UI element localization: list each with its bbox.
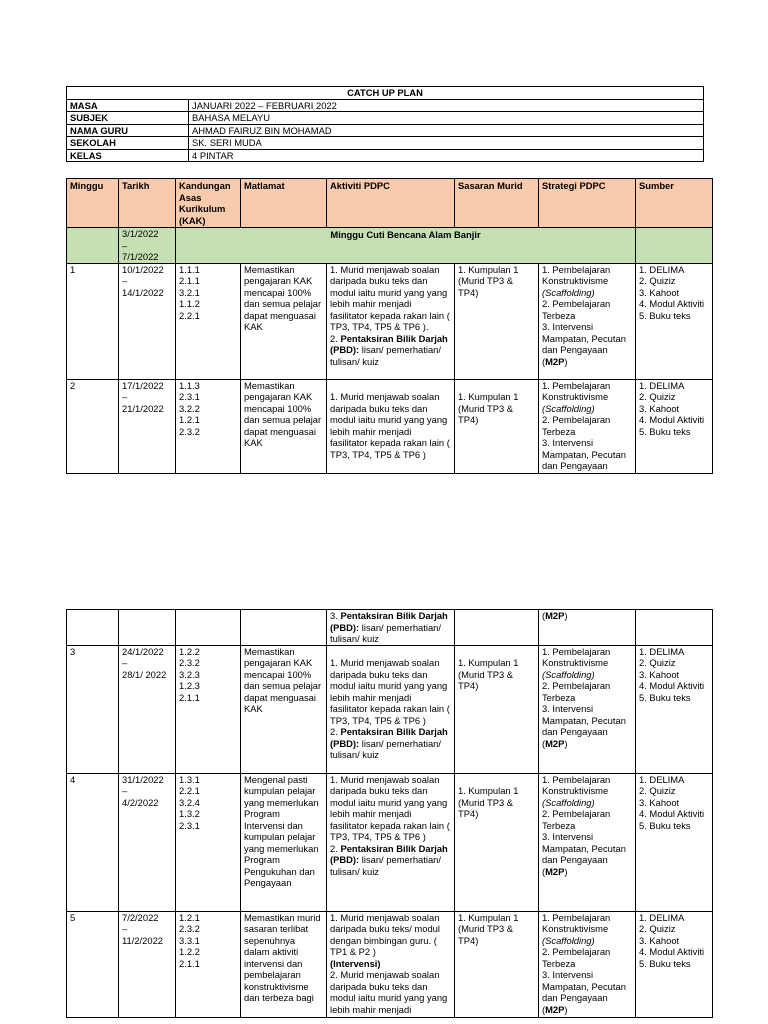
- kak-codes: 1.2.1 2.3.2 3.3.1 1.2.2 2.1.1: [176, 911, 241, 1017]
- pbd-number: 2.: [330, 726, 338, 737]
- activity-1: 1. Murid menjawab soalan daripada buku teks dan modul iaitu murid yang yang lebih mahir menjadi fasilitator kepada rakan lain ( TP3, TP4, TP5 & TP6 ).: [330, 263, 450, 332]
- strategy-1-note: (Scaffolding): [542, 402, 595, 414]
- activity-1: 1. Murid menjawab soalan daripada buku teks dan modul iaitu murid yang yang lebih mahir menjadi fasilitator kepada rakan lain ( TP3, TP4, TP5 & TP6 ): [330, 391, 450, 460]
- date-start: 3/1/2022: [122, 228, 159, 239]
- cell-empty: [119, 610, 176, 646]
- source-3: 3. Kahoot: [639, 402, 680, 414]
- source-1: 1. DELIMA: [639, 645, 685, 657]
- sumber-cell: [636, 773, 713, 911]
- strategi-cell: [539, 379, 636, 473]
- source-5: 5. Buku teks: [639, 819, 691, 831]
- source-5: 5. Buku teks: [639, 309, 691, 321]
- source-3: 3. Kahoot: [639, 286, 680, 298]
- strategy-3: 3. Intervensi Mampatan, Pecutan dan Pengayaan: [542, 703, 626, 737]
- date-start: 31/1/2022: [122, 773, 164, 785]
- strategy-1: 1. Pembelajaran Konstruktivisme: [542, 911, 611, 934]
- sasaran-text: 1. Kumpulan 1 (Murid TP3 & TP4): [455, 263, 539, 379]
- strategi-cell: [539, 911, 636, 1017]
- source-2: 2. Quiziz: [639, 657, 676, 668]
- aktiviti-cell: [327, 911, 455, 1017]
- aktiviti-cell: [327, 610, 455, 646]
- table-row: [67, 773, 713, 911]
- info-value-sekolah: SK. SERI MUDA: [189, 137, 704, 150]
- table-header-row: [67, 179, 713, 228]
- cell-date: [119, 911, 176, 1017]
- source-1: 1. DELIMA: [639, 911, 685, 923]
- cell-empty: [636, 228, 713, 264]
- col-header-aktiviti: Aktiviti PDPC: [327, 179, 455, 228]
- info-value-kelas: 4 PINTAR: [189, 149, 704, 162]
- date-dash: –: [122, 391, 128, 402]
- activity-pbd: [330, 333, 451, 368]
- col-header-kak: Kandungan Asas Kurikulum (KAK): [176, 179, 241, 228]
- sasaran-text: 1. Kumpulan 1 (Murid TP3 & TP4): [455, 911, 539, 1017]
- cell-empty: [176, 610, 241, 646]
- info-label-sekolah: SEKOLAH: [67, 137, 189, 150]
- col-header-tarikh: Tarikh: [119, 179, 176, 228]
- cell-empty: [67, 610, 119, 646]
- week-number: 3: [67, 645, 119, 773]
- col-header-strategi: Strategi PDPC: [539, 179, 636, 228]
- matlamat-text: Memastikan pengajaran KAK mencapai 100% dan semua pelajar dapat menguasai KAK: [241, 263, 327, 379]
- info-label-masa: MASA: [67, 99, 189, 112]
- source-4: 4. Modul Aktiviti: [639, 808, 705, 819]
- cell-empty: [241, 610, 327, 646]
- col-header-sumber: Sumber: [636, 179, 713, 228]
- activity-pbd: [330, 843, 451, 878]
- source-1: 1. DELIMA: [639, 773, 685, 785]
- info-label-kelas: KELAS: [67, 149, 189, 162]
- source-5: 5. Buku teks: [639, 957, 691, 969]
- date-dash: –: [122, 239, 128, 251]
- sumber-cell: [636, 379, 713, 473]
- strategy-3: 3. Intervensi Mampatan, Pecutan dan Pengayaan: [542, 969, 626, 1003]
- strategy-3: 3. Intervensi Mampatan, Pecutan dan Pengayaan: [542, 831, 626, 865]
- source-2: 2. Quiziz: [639, 923, 676, 934]
- info-label-subjek: SUBJEK: [67, 112, 189, 125]
- cell-empty: [455, 610, 539, 646]
- strategi-cell: [539, 610, 636, 646]
- strategy-m2p: (M2P): [542, 1003, 568, 1015]
- info-value-masa: JANUARI 2022 – FEBRUARI 2022: [189, 99, 704, 112]
- strategy-1-note: (Scaffolding): [542, 934, 595, 946]
- date-start: 7/2/2022: [122, 911, 159, 923]
- table-row: [67, 911, 713, 1017]
- aktiviti-cell: [327, 379, 455, 473]
- date-dash: –: [122, 275, 128, 286]
- source-3: 3. Kahoot: [639, 934, 680, 946]
- strategy-m2p: (M2P): [542, 355, 568, 367]
- activity-1: 1. Murid menjawab soalan daripada buku teks dan modul iaitu murid yang yang lebih mahir menjadi fasilitator kepada rakan lain ( TP3, TP4, TP5 & TP6 ): [330, 773, 450, 842]
- week-number: 4: [67, 773, 119, 911]
- kak-codes: 1.2.2 2.3.2 3.2.3 1.2.3 2.1.1: [176, 645, 241, 773]
- pbd-number: 2.: [330, 332, 338, 344]
- strategy-1-note: (Scaffolding): [542, 796, 595, 808]
- pbd-label: Pentaksiran Bilik Darjah (PBD):: [330, 332, 448, 355]
- strategi-cell: [539, 773, 636, 911]
- date-end: 14/1/2022: [122, 286, 164, 298]
- source-1: 1. DELIMA: [639, 263, 685, 275]
- aktiviti-cell: [327, 645, 455, 773]
- strategy-1: 1. Pembelajaran Konstruktivisme: [542, 263, 611, 286]
- sasaran-text: 1. Kumpulan 1 (Murid TP3 & TP4): [458, 657, 519, 691]
- date-dash: –: [122, 923, 128, 934]
- col-header-matlamat: Matlamat: [241, 179, 327, 228]
- source-3: 3. Kahoot: [639, 796, 680, 808]
- activity-1: 1. Murid menjawab soalan daripada buku teks dan modul iaitu murid yang yang lebih mahir menjadi fasilitator kepada rakan lain ( TP3, TP4, TP5 & TP6 ): [330, 657, 450, 726]
- sumber-cell: [636, 645, 713, 773]
- cuti-label: Minggu Cuti Bencana Alam Banjir: [176, 228, 636, 264]
- kak-codes: 1.1.3 2.3.1 3.2.2 1.2.1 2.3.2: [176, 379, 241, 473]
- date-dash: –: [122, 785, 128, 796]
- source-2: 2. Quiziz: [639, 785, 676, 796]
- sasaran-text: 1. Kumpulan 1 (Murid TP3 & TP4): [458, 785, 519, 819]
- pbd-label: Pentaksiran Bilik Darjah (PBD):: [330, 842, 448, 865]
- strategy-m2p: (M2P): [542, 865, 568, 877]
- activity-2: 2. Murid menjawab soalan daripada buku teks dan modul iaitu murid yang yang lebih mahir menjadi: [330, 969, 448, 1015]
- source-2: 2. Quiziz: [639, 391, 676, 402]
- week-number: 1: [67, 263, 119, 379]
- strategy-m2p: (M2P): [542, 737, 568, 749]
- pbd-text: lisan/ pemerhatian/ tulisan/ kuiz: [330, 737, 441, 760]
- m2p-label: M2P: [545, 610, 565, 621]
- info-table: [66, 86, 704, 162]
- table-row-cuti: [67, 228, 713, 264]
- info-label-guru: NAMA GURU: [67, 124, 189, 137]
- source-3: 3. Kahoot: [639, 668, 680, 680]
- sumber-cell: [636, 263, 713, 379]
- strategy-1: 1. Pembelajaran Konstruktivisme: [542, 645, 611, 668]
- scaffolding-text: (Scaffolding): [542, 286, 595, 298]
- date-end: 21/1/2022: [122, 402, 164, 414]
- activity-intervensi: (Intervensi): [330, 957, 381, 969]
- plan-table-page-1: [66, 178, 713, 474]
- strategi-cell: [539, 645, 636, 773]
- strategy-2: 2. Pembelajaran Terbeza: [542, 414, 611, 437]
- cell-empty: [636, 610, 713, 646]
- aktiviti-cell: [327, 773, 455, 911]
- pbd-label: Pentaksiran Bilik Darjah (PBD):: [330, 610, 448, 633]
- cell-date: [119, 645, 176, 773]
- strategy-2: 2. Pembelajaran Terbeza: [542, 808, 611, 831]
- m2p-label: M2P: [545, 737, 565, 749]
- week-number: 2: [67, 379, 119, 473]
- table-row: [67, 645, 713, 773]
- source-2: 2. Quiziz: [639, 275, 676, 286]
- col-header-minggu: Minggu: [67, 179, 119, 228]
- pbd-text: lisan/ pemerhatian/ tulisan/ kuiz: [330, 344, 441, 367]
- strategy-1: 1. Pembelajaran Konstruktivisme: [542, 773, 611, 796]
- activity-pbd: [330, 726, 451, 761]
- date-dash: –: [122, 657, 128, 668]
- m2p-label: M2P: [545, 355, 565, 367]
- matlamat-text: Memastikan murid sasaran terlibat sepenuhnya dalam aktiviti intervensi dan pembelajaran konstruktivisme dan terbeza bagi: [241, 911, 327, 1017]
- pbd-label: Pentaksiran Bilik Darjah (PBD):: [330, 726, 448, 749]
- strategy-1-note: (Scaffolding): [542, 668, 595, 680]
- cell-date: [119, 379, 176, 473]
- plan-title: CATCH UP PLAN: [67, 87, 704, 100]
- activity-1: 1. Murid menjawab soalan daripada buku teks/ modul dengan bimbingan guru. ( TP1 & P2 ): [330, 911, 440, 957]
- table-row: [67, 263, 713, 379]
- source-5: 5. Buku teks: [639, 425, 691, 437]
- strategy-2: 2. Pembelajaran Terbeza: [542, 298, 611, 321]
- m2p-label: M2P: [545, 865, 565, 877]
- pbd-number: 3.: [330, 610, 338, 621]
- sasaran-cell: [455, 645, 539, 773]
- strategy-1-note: [542, 287, 632, 299]
- date-start: 17/1/2022: [122, 379, 164, 391]
- date-start: 24/1/2022: [122, 645, 164, 657]
- sasaran-text: 1. Kumpulan 1 (Murid TP3 & TP4): [458, 391, 519, 425]
- matlamat-text: Memastikan pengajaran KAK mencapai 100% dan semua pelajar dapat menguasai KAK: [241, 379, 327, 473]
- source-4: 4. Modul Aktiviti: [639, 414, 705, 425]
- cell-empty: [67, 228, 119, 264]
- source-1: 1. DELIMA: [639, 379, 685, 391]
- info-value-subjek: BAHASA MELAYU: [189, 112, 704, 125]
- plan-table-page-2: [66, 609, 713, 1018]
- date-end: 4/2/2022: [122, 796, 159, 808]
- aktiviti-cell: [327, 263, 455, 379]
- strategi-cell: [539, 263, 636, 379]
- pbd-text: lisan/ pemerhatian/ tulisan/ kuiz: [330, 621, 441, 644]
- pbd-number: 2.: [330, 842, 338, 854]
- cell-date: [119, 228, 176, 264]
- strategy-m2p: (M2P): [542, 610, 568, 621]
- info-value-guru: AHMAD FAIRUZ BIN MOHAMAD: [189, 124, 704, 137]
- table-row: [67, 379, 713, 473]
- strategy-3: 3. Intervensi Mampatan, Pecutan dan Pengayaan: [542, 437, 626, 471]
- pbd-text: lisan/ pemerhatian/ tulisan/ kuiz: [330, 854, 441, 877]
- source-4: 4. Modul Aktiviti: [639, 946, 705, 957]
- cell-date: [119, 263, 176, 379]
- sasaran-cell: [455, 379, 539, 473]
- sumber-cell: [636, 911, 713, 1017]
- cell-date: [119, 773, 176, 911]
- strategy-1: 1. Pembelajaran Konstruktivisme: [542, 379, 611, 402]
- matlamat-text: Memastikan pengajaran KAK mencapai 100% dan semua pelajar dapat menguasai KAK: [241, 645, 327, 773]
- source-4: 4. Modul Aktiviti: [639, 298, 705, 309]
- kak-codes: 1.1.1 2.1.1 3.2.1 1.1.2 2.2.1: [176, 263, 241, 379]
- week-number: 5: [67, 911, 119, 1017]
- m2p-label: M2P: [545, 1003, 565, 1015]
- source-5: 5. Buku teks: [639, 691, 691, 703]
- matlamat-text: Mengenal pasti kumpulan pelajar yang memerlukan Program Intervensi dan kumpulan pelajar yang memerlukan Program Pengukuhan dan Pengayaan: [241, 773, 327, 911]
- date-end: 28/1/ 2022: [122, 668, 167, 680]
- kak-codes: 1.3.1 2.2.1 3.2.4 1.3.2 2.3.1: [176, 773, 241, 911]
- sasaran-cell: [455, 773, 539, 911]
- strategy-3: 3. Intervensi Mampatan, Pecutan dan Pengayaan: [542, 321, 626, 355]
- date-end: 11/2/2022: [122, 934, 164, 946]
- date-end: 7/1/2022: [122, 251, 159, 262]
- col-header-sasaran: Sasaran Murid: [455, 179, 539, 228]
- strategy-2: 2. Pembelajaran Terbeza: [542, 680, 611, 703]
- date-start: 10/1/2022: [122, 263, 164, 275]
- strategy-2: 2. Pembelajaran Terbeza: [542, 946, 611, 969]
- source-4: 4. Modul Aktiviti: [639, 680, 705, 691]
- activity-pbd: [330, 610, 451, 645]
- table-row-continuation: [67, 610, 713, 646]
